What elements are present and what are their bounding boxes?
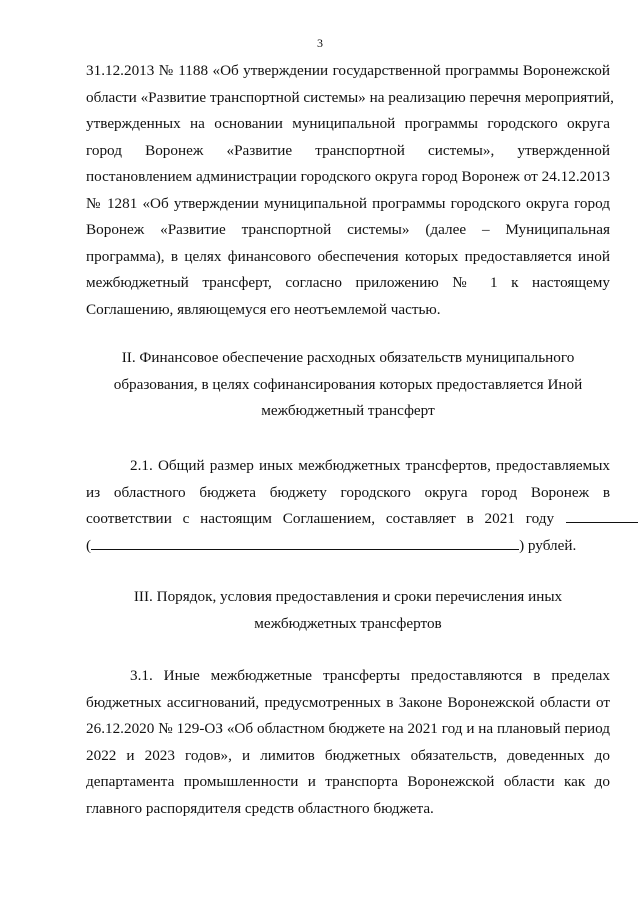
section-2-heading bbox=[86, 345, 610, 425]
paragraph-line: утвержденных на основании муниципальной программы городского округа bbox=[86, 115, 610, 132]
clause-text: соответствии с настоящим Соглашением, составляет в 2021 году bbox=[86, 510, 555, 527]
paragraph-line: области «Развитие транспортной системы» на реализацию перечня мероприятий, bbox=[86, 88, 614, 106]
page-number: 3 bbox=[317, 36, 323, 50]
paragraph-line: программа), в целях финансового обеспечения которых предоставляется иной bbox=[86, 247, 610, 265]
clause-line: 3.1. Иные межбюджетные трансферты предоставляются в пределах bbox=[130, 667, 610, 684]
heading-line: образования, в целях софинансирования которых предоставляется Иной bbox=[113, 375, 583, 393]
paragraph-continuation bbox=[86, 58, 614, 323]
clause-line: 2022 и 2023 годов», и лимитов бюджетных обязательств, доведенных до bbox=[86, 746, 610, 764]
heading-line: межбюджетный трансферт bbox=[261, 402, 435, 419]
amount-words-blank-field bbox=[91, 536, 519, 550]
amount-words-line bbox=[86, 533, 610, 560]
paragraph-line: Воронеж «Развитие транспортной системы» (далее – Муниципальная bbox=[86, 221, 610, 238]
clause-3-1 bbox=[86, 663, 610, 822]
heading-line: межбюджетных трансфертов bbox=[254, 614, 442, 632]
paragraph-line: № 1281 «Об утверждении муниципальной программы городского округа город bbox=[86, 194, 610, 212]
heading-line: III. Порядок, условия предоставления и сроки перечисления иных bbox=[133, 588, 563, 605]
clause-line: 26.12.2020 № 129-ОЗ «Об областном бюджете на 2021 год и на плановый период bbox=[86, 720, 610, 737]
paragraph-line: город Воронеж «Развитие транспортной системы», утвержденной bbox=[86, 141, 610, 159]
clause-line: из областного бюджета бюджету городского округа город Воронеж в bbox=[86, 483, 610, 501]
clause-line: департамента промышленности и транспорта Воронежской области как до bbox=[86, 773, 610, 790]
paragraph-line: 31.12.2013 № 1188 «Об утверждении государственной программы Воронежской bbox=[86, 62, 610, 79]
clause-line-with-blank bbox=[86, 506, 610, 533]
amount-close-text: ) рублей. bbox=[519, 536, 577, 554]
clause-2-1 bbox=[86, 453, 610, 559]
clause-line: 2.1. Общий размер иных межбюджетных трансфертов, предоставляемых bbox=[130, 457, 610, 474]
section-3-heading bbox=[86, 584, 610, 637]
clause-line: главного распорядителя средств областного бюджета. bbox=[86, 799, 434, 817]
paragraph-line: Соглашению, являющемуся его неотъемлемой частью. bbox=[86, 300, 441, 318]
clause-line: бюджетных ассигнований, предусмотренных в Законе Воронежской области от bbox=[86, 693, 610, 711]
amount-blank-field bbox=[566, 509, 638, 523]
amount-open-paren: ( bbox=[86, 536, 92, 554]
heading-line: II. Финансовое обеспечение расходных обязательств муниципального bbox=[121, 349, 575, 366]
paragraph-line: межбюджетный трансферт, согласно приложению № 1 к настоящему bbox=[86, 274, 610, 291]
paragraph-line: постановлением администрации городского округа город Воронеж от 24.12.2013 bbox=[86, 168, 610, 185]
